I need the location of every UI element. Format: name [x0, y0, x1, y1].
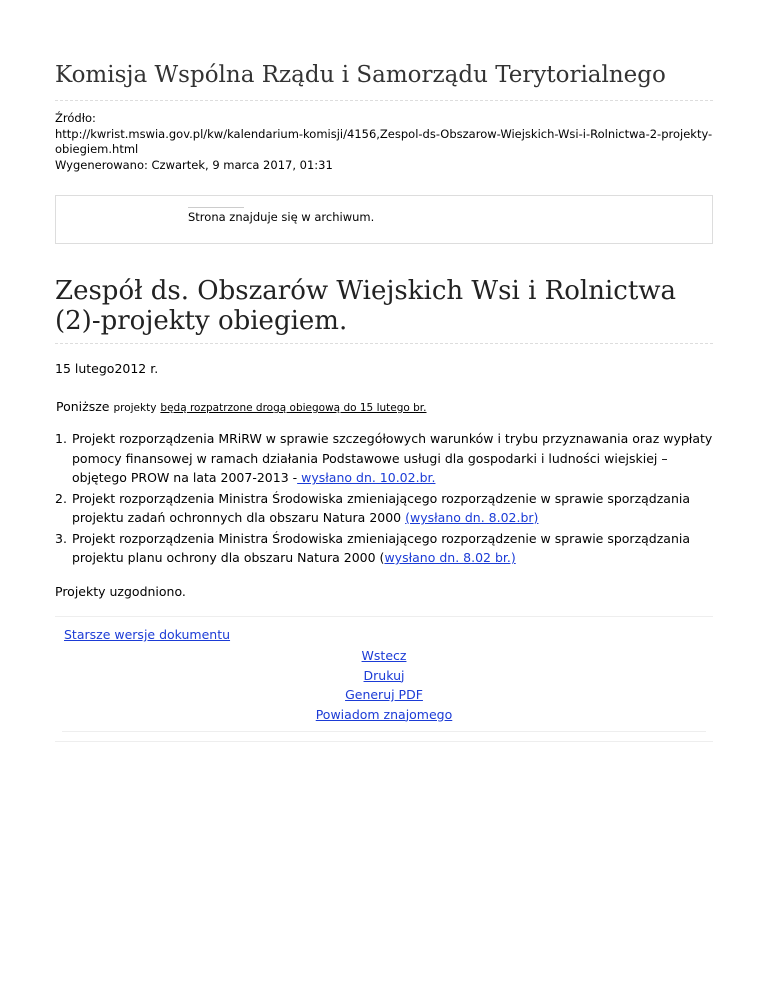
- intro-paragraph: [56, 399, 427, 414]
- list-item-number: 1.: [55, 431, 67, 446]
- generated-timestamp: Wygenerowano: Czwartek, 9 marca 2017, 01:31: [55, 157, 333, 172]
- sent-date-link[interactable]: wysłano dn. 8.02 br.): [384, 550, 516, 565]
- list-item: [55, 529, 713, 568]
- title-divider: [55, 343, 713, 344]
- footer-divider-inner: [62, 731, 706, 732]
- list-item: [55, 429, 713, 488]
- older-versions-link[interactable]: Starsze wersje dokumentu: [64, 627, 231, 642]
- archive-notice-box: [55, 195, 713, 244]
- source-meta: [55, 111, 713, 173]
- intro-part-1: Poniższe: [56, 399, 110, 414]
- source-url: http://kwrist.mswia.gov.pl/kw/kalendarium-komisji/4156,Zespol-ds-Obszarow-Wiejskich-Wsi-i-Rolnictwa-2-projekty-obiegiem.html: [55, 126, 713, 156]
- list-item-number: 3.: [55, 530, 67, 546]
- intro-part-2: projekty: [113, 402, 157, 414]
- generate-pdf-link[interactable]: Generuj PDF: [345, 687, 423, 702]
- intro-part-3: będą rozpatrzone drogą obiegową do 15 lutego br.: [160, 402, 427, 414]
- page-actions: [55, 646, 713, 724]
- article-date: 15 lutego2012 r.: [55, 361, 159, 376]
- list-item-text: Projekt rozporządzenia Ministra Środowiska zmieniającego rozporządzenie w sprawie sporządzania projektu zadań ochronnych dla obszaru Natura 2000: [72, 490, 691, 525]
- list-item-text: Projekt rozporządzenia MRiRW w sprawie szczegółowych warunków i trybu przyznawania oraz wypłaty pomocy finansowej w ramach działania Podstawowe usługi dla gospodarki i ludności wiejskiej – objętego PROW na lata 2007-2013 -: [72, 431, 713, 485]
- archive-notice-rule: [188, 207, 244, 208]
- site-title: Komisja Wspólna Rządu i Samorządu Terytorialnego: [55, 62, 666, 88]
- print-link[interactable]: Drukuj: [363, 667, 405, 683]
- article-title: Zespół ds. Obszarów Wiejskich Wsi i Rolnictwa (2)-projekty obiegiem.: [55, 276, 677, 336]
- footer-divider-bottom: [55, 741, 713, 742]
- list-item-number: 2.: [55, 490, 67, 506]
- back-link[interactable]: Wstecz: [361, 648, 407, 663]
- project-list: [55, 429, 713, 569]
- notify-friend-link[interactable]: Powiadom znajomego: [315, 706, 453, 722]
- source-label: Źródło:: [55, 111, 96, 125]
- header-divider: [55, 100, 713, 101]
- sent-date-link[interactable]: wysłano dn. 10.02.br.: [297, 470, 436, 485]
- archive-notice-text: Strona znajduje się w archiwum.: [188, 210, 375, 224]
- list-item: [55, 489, 713, 528]
- list-item-text: Projekt rozporządzenia Ministra Środowiska zmieniającego rozporządzenie w sprawie sporządzania projektu planu ochrony dla obszaru Natura 2000 (: [72, 530, 691, 565]
- sent-date-link[interactable]: (wysłano dn. 8.02.br): [405, 510, 539, 525]
- footer-divider: [55, 616, 713, 617]
- agreed-statement: Projekty uzgodniono.: [55, 584, 186, 599]
